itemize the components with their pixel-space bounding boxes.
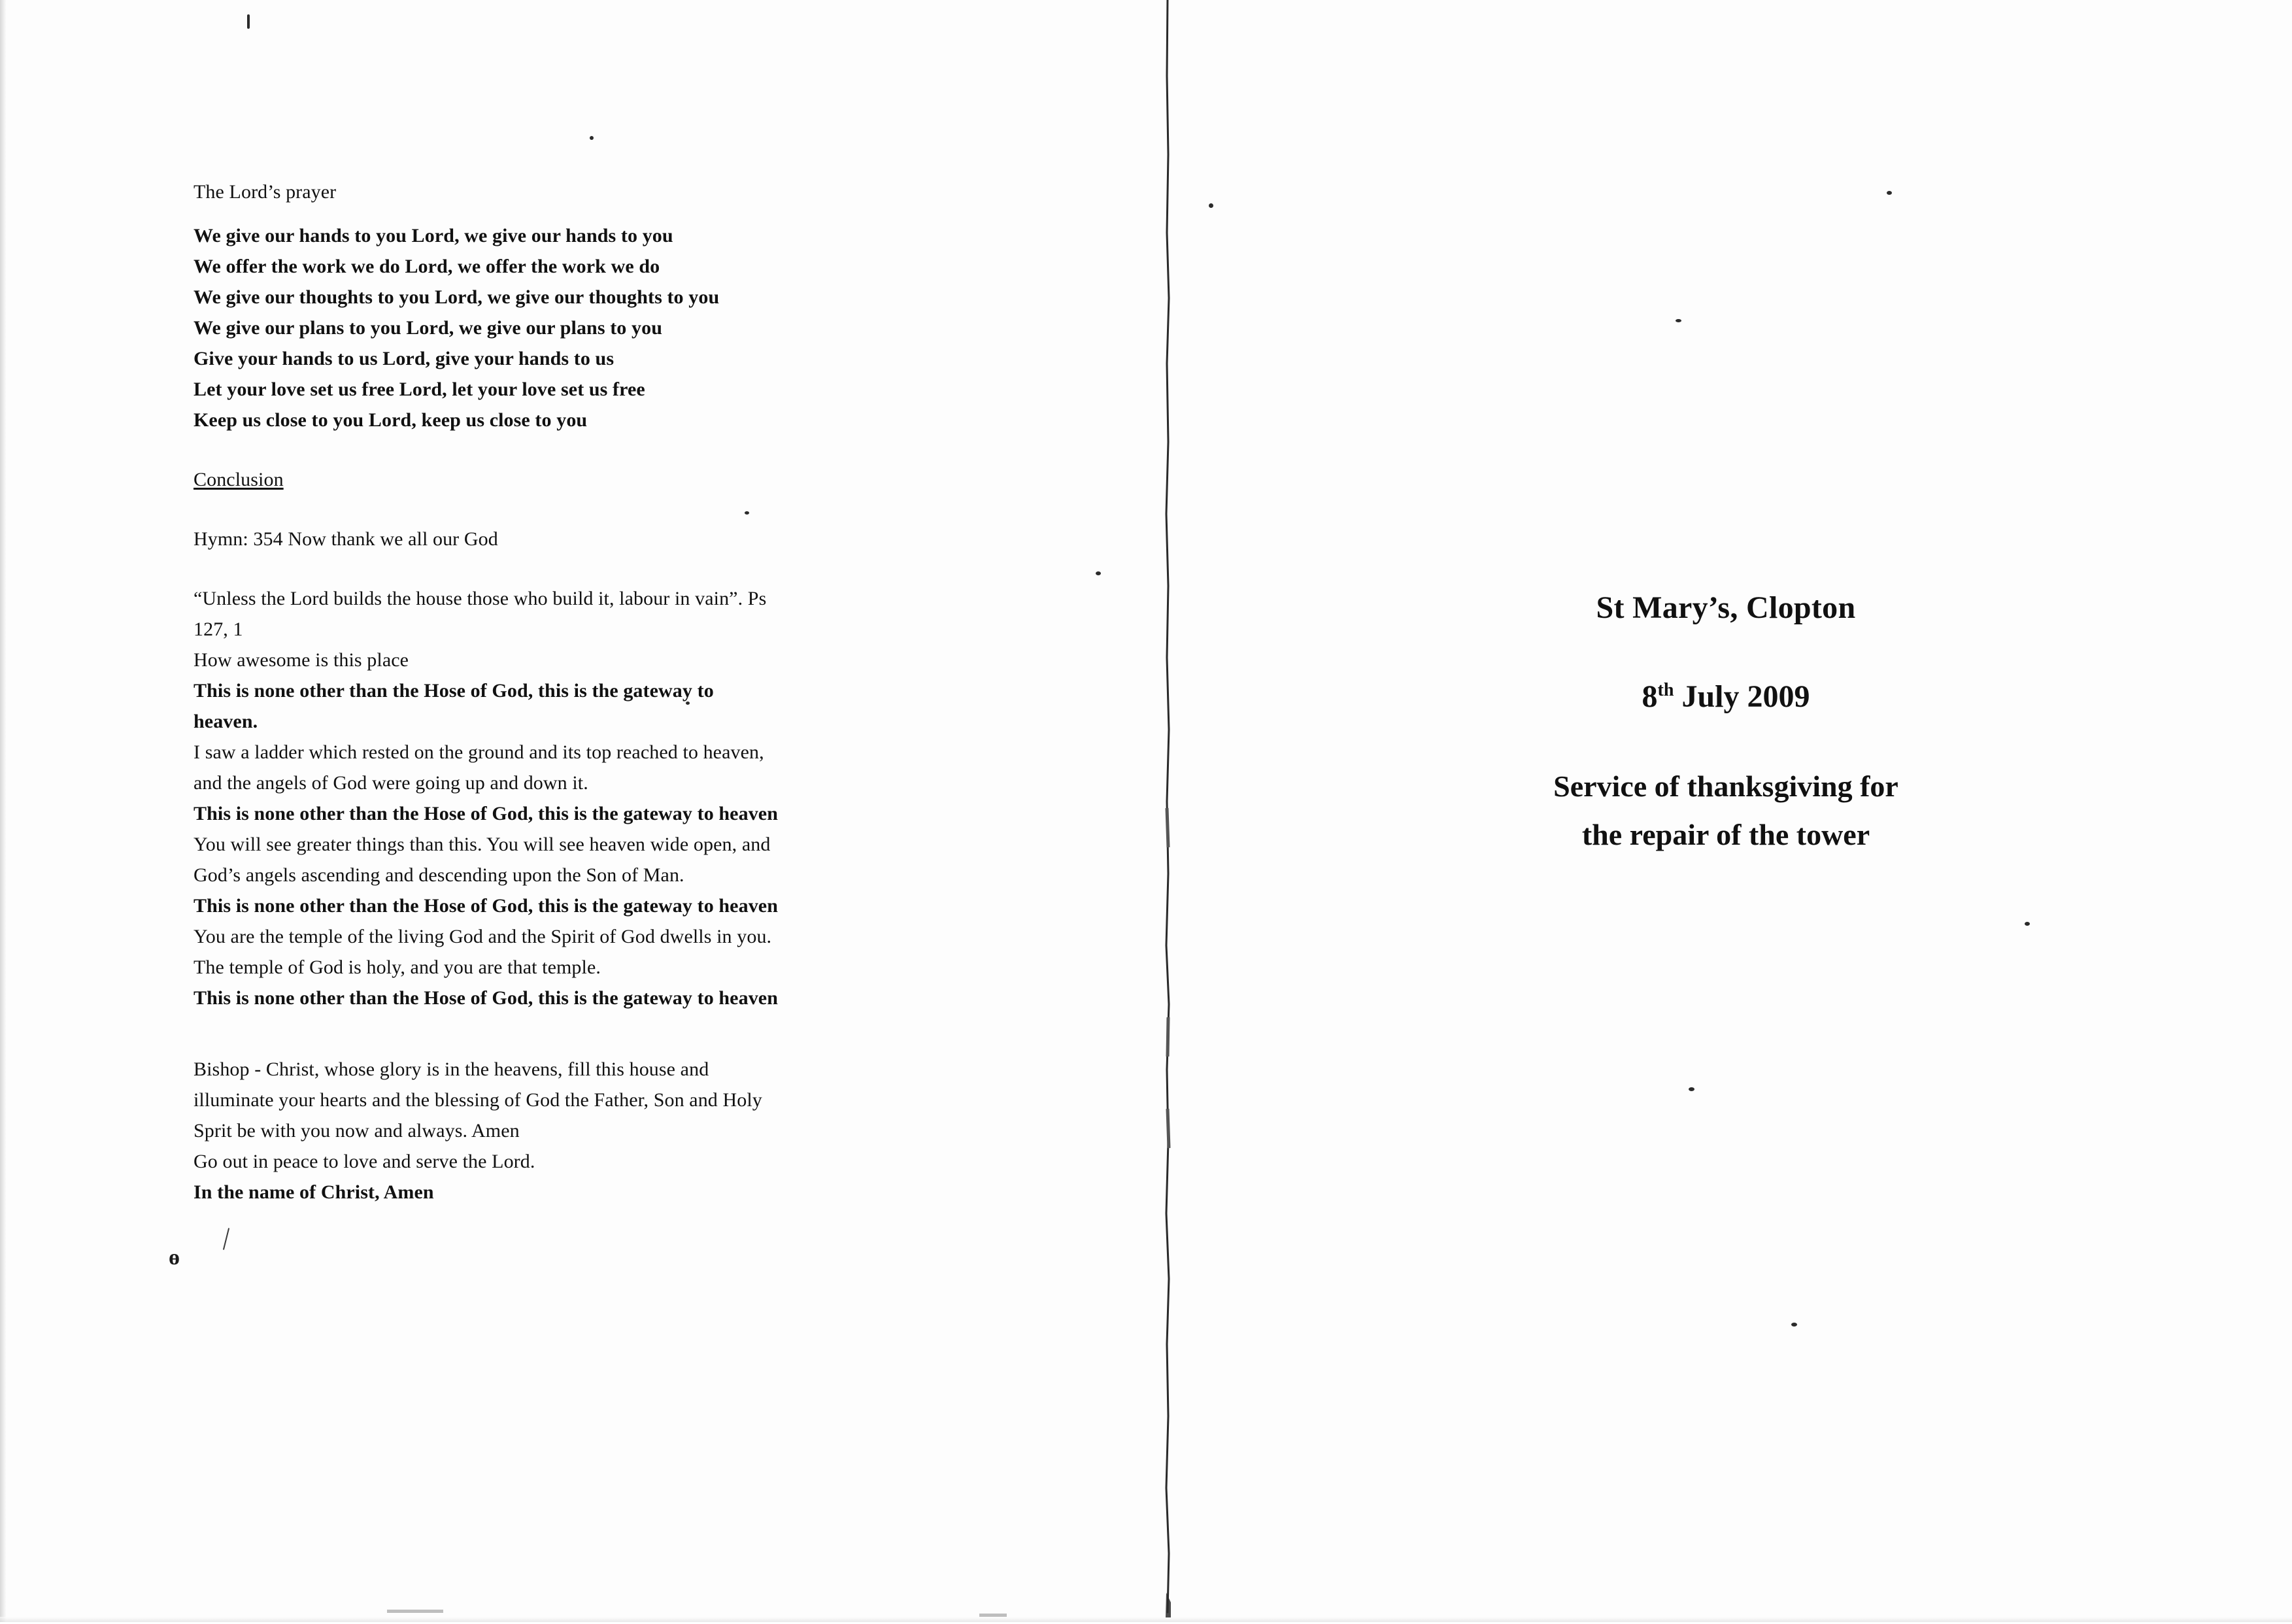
prayer-line: Give your hands to us Lord, give your hands to us bbox=[194, 348, 615, 369]
responsory-line: This is none other than the Hose of God, this is the gateway to heaven bbox=[194, 803, 778, 824]
hymn-entry bbox=[194, 524, 998, 554]
responsory-line: “Unless the Lord builds the house those who build it, labour in vain”. Ps bbox=[194, 588, 767, 609]
prayer-line: Keep us close to you Lord, keep us close to you bbox=[194, 409, 588, 431]
hymn-text: Hymn: 354 Now thank we all our God bbox=[194, 528, 498, 550]
lords-prayer-heading-text: The Lord’s prayer bbox=[194, 181, 337, 203]
responsory-line: This is none other than the Hose of God, this is the gateway to heaven bbox=[194, 895, 778, 917]
responsory-line: This is none other than the Hose of God, this is the gateway to bbox=[194, 680, 714, 702]
responsory-line: 127, 1 bbox=[194, 618, 243, 640]
scan-speck bbox=[1791, 1323, 1797, 1327]
cover-date bbox=[1242, 671, 2210, 717]
scan-artifact bbox=[387, 1610, 443, 1613]
responsory-line: You will see greater things than this. You will see heaven wide open, and bbox=[194, 834, 771, 855]
scan-edge-shadow-left bbox=[0, 0, 7, 1622]
prayer-line: We offer the work we do Lord, we offer the work we do bbox=[194, 256, 660, 277]
scan-speck bbox=[686, 702, 690, 705]
responsory-line: I saw a ladder which rested on the ground and its top reached to heaven, bbox=[194, 741, 764, 763]
conclusion-heading-text: Conclusion bbox=[194, 469, 284, 490]
scan-speck bbox=[745, 511, 749, 515]
prayer-line: We give our hands to you Lord, we give our hands to you bbox=[194, 225, 673, 246]
left-page-content bbox=[194, 177, 998, 1208]
spacer bbox=[194, 207, 998, 220]
page-fold-crease bbox=[1164, 0, 1173, 1624]
responsory-line: heaven. bbox=[194, 711, 258, 732]
responsory-line: The temple of God is holy, and you are that temple. bbox=[194, 956, 601, 978]
spacer bbox=[194, 1013, 998, 1054]
cover-subtitle bbox=[1242, 762, 2210, 859]
responsory-line: You are the temple of the living God and the Spirit of God dwells in you. bbox=[194, 926, 772, 947]
blessing-block bbox=[194, 1054, 998, 1208]
responsory-line: God’s angels ascending and descending upon the Son of Man. bbox=[194, 864, 684, 886]
spacer bbox=[194, 495, 998, 524]
responsory-line: This is none other than the Hose of God, this is the gateway to heaven bbox=[194, 987, 778, 1009]
responsory-line: How awesome is this place bbox=[194, 649, 409, 671]
cover-subtitle-line-1: Service of thanksgiving for bbox=[1553, 770, 1898, 803]
pen-mark bbox=[223, 1228, 229, 1249]
lords-prayer-lines bbox=[194, 220, 998, 435]
scan-speck bbox=[1689, 1087, 1694, 1091]
cover-content bbox=[1242, 588, 2210, 859]
prayer-line: We give our plans to you Lord, we give our plans to you bbox=[194, 317, 662, 339]
cover-date-ordinal: th bbox=[1657, 680, 1674, 700]
scan-speck bbox=[1096, 571, 1101, 575]
spacer bbox=[194, 554, 998, 583]
responsory-line: and the angels of God were going up and down it. bbox=[194, 772, 588, 794]
prayer-line: We give our thoughts to you Lord, we give our thoughts to you bbox=[194, 286, 720, 308]
blessing-line: Bishop - Christ, whose glory is in the heavens, fill this house and bbox=[194, 1058, 709, 1080]
cover-date-rest: July 2009 bbox=[1681, 679, 1810, 714]
scan-speck bbox=[590, 136, 594, 140]
lords-prayer-heading bbox=[194, 177, 998, 207]
cover-subtitle-line-2: the repair of the tower bbox=[1581, 818, 1870, 851]
cover-date-day: 8 bbox=[1642, 679, 1658, 714]
blessing-line: illuminate your hearts and the blessing of God the Father, Son and Holy bbox=[194, 1089, 762, 1111]
scan-speck bbox=[1676, 319, 1681, 322]
scan-speck bbox=[247, 14, 250, 29]
scan-speck bbox=[1887, 191, 1892, 195]
scan-speck bbox=[1209, 203, 1213, 208]
scan-edge-shadow-bottom bbox=[0, 1617, 2292, 1622]
scan-artifact bbox=[979, 1614, 1007, 1617]
prayer-line: Let your love set us free Lord, let your love set us free bbox=[194, 379, 645, 400]
responsory-block bbox=[194, 583, 998, 1013]
margin-mark: ɵ bbox=[169, 1245, 180, 1270]
spacer bbox=[194, 435, 998, 464]
blessing-line: Sprit be with you now and always. Amen bbox=[194, 1120, 520, 1142]
conclusion-heading bbox=[194, 464, 998, 495]
scan-speck bbox=[2025, 922, 2030, 926]
blessing-line: Go out in peace to love and serve the Lord. bbox=[194, 1151, 535, 1172]
blessing-line: In the name of Christ, Amen bbox=[194, 1181, 434, 1203]
cover-church-name: St Mary’s, Clopton bbox=[1596, 590, 1856, 625]
